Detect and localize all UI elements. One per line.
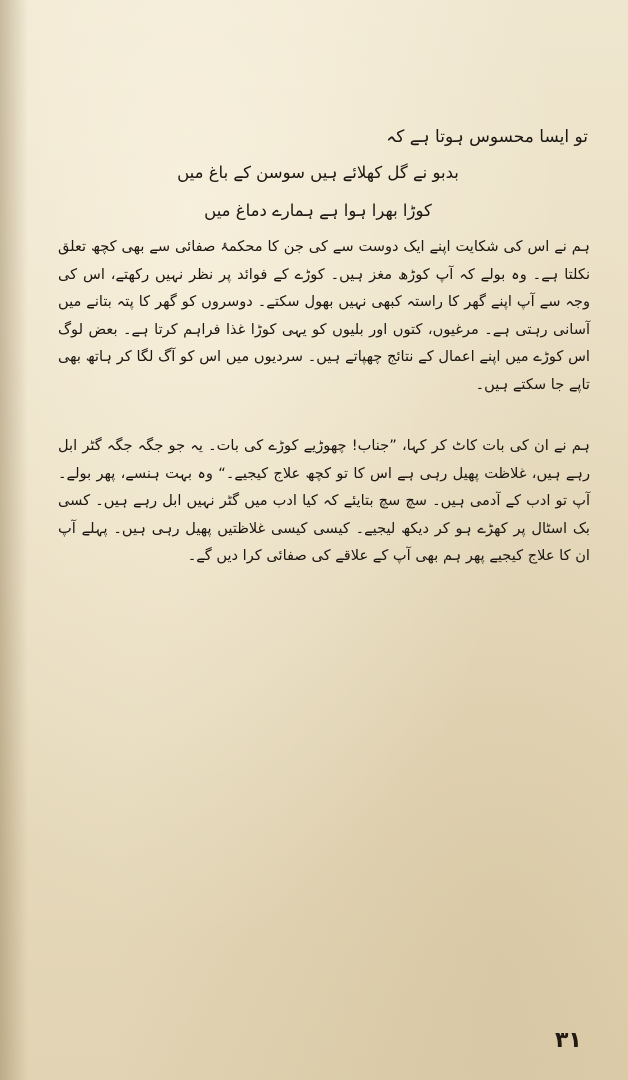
verse-line-2: کوڑا بھرا ہوا ہے ہمارے دماغ میں — [204, 201, 432, 220]
paragraph-1: ہم نے اس کی شکایت اپنے ایک دوست سے کی جن کا محکمۂ صفائی سے بھی کچھ تعلق نکلتا ہے۔ وہ بولے کہ آپ کوڑھ مغز ہیں۔ کوڑے کے فوائد پر نظر نہیں رکھتے، اس کی وجہ سے آپ اپنے گھر کا راستہ کبھی نہیں بھول سکتے۔ دوسروں کو گھر کا پتہ بتانے میں آسانی رہتی ہے۔ مرغیوں، کتوں اور بلیوں کو یہی کوڑا غذا فراہم کرتا ہے۔ بعض لوگ اس کوڑے میں اپنے اعمال کے نتائج چھپاتے ہیں۔ سردیوں میں اس کو آگ لگا کر ہاتھ بھی تاپے جا سکتے ہیں۔ — [58, 238, 590, 393]
page-number: ۳۱ — [555, 1028, 582, 1053]
paragraph-2: ہم نے ان کی بات کاٹ کر کہا، ”جناب! چھوڑیے کوڑے کی بات۔ یہ جو جگہ جگہ گٹر ابل رہے ہیں، غلاظت پھیل رہی ہے اس کا تو کچھ علاج کیجیے۔“ وہ بہت ہنسے، پھر بولے۔ آپ تو ادب کے آدمی ہیں۔ سچ سچ بتایئے کہ کیا ادب میں گٹر نہیں ابل رہے ہیں۔ کسی بک اسٹال پر کھڑے ہو کر دیکھ لیجیے۔ کیسی کیسی غلاظتیں پھیل رہی ہیں۔ پہلے آپ ان کا علاج کیجیے پھر ہم بھی آپ کے علاقے کی صفائی کرا دیں گے۔ — [58, 437, 590, 564]
page-gutter-shadow — [0, 0, 28, 1080]
verse-line-1: بدبو نے گل کھلائے ہیں سوسن کے باغ میں — [177, 163, 459, 182]
intro-line: تو ایسا محسوس ہوتا ہے کہ — [386, 127, 588, 147]
